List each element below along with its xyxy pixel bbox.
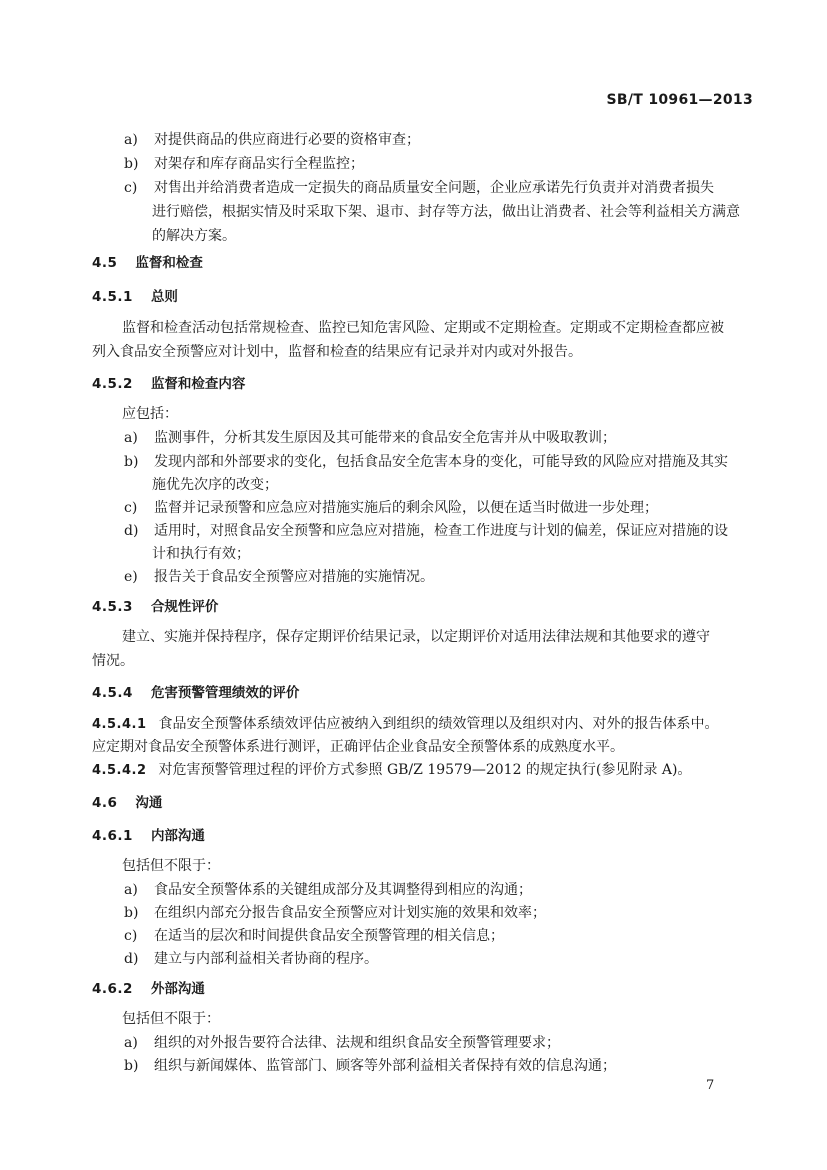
- list-item: a) 组织的对外报告要符合法律、法规和组织食品安全预警管理要求；: [124, 1035, 560, 1051]
- paragraph-line: 列入食品安全预警应对计划中，监督和检查的结果应有记录并对内或对外报告。: [92, 344, 582, 360]
- page-number: 7: [706, 1078, 715, 1093]
- list-item: e) 报告关于食品安全预警应对措施的实施情况。: [124, 569, 434, 585]
- list-item: c) 在适当的层次和时间提供食品安全预警管理的相关信息；: [124, 928, 504, 944]
- subsection-heading: 4.5.1 总则: [92, 289, 178, 305]
- list-item-continuation: 的解决方案。: [152, 228, 236, 244]
- list-item: c) 对售出并给消费者造成一定损失的商品质量安全问题，企业应承诺先行负责并对消费者损失: [124, 180, 714, 196]
- paragraph-line: 情况。: [92, 653, 134, 669]
- list-item-continuation: 计和执行有效；: [152, 546, 250, 562]
- list-item: d) 建立与内部利益相关者协商的程序。: [124, 951, 378, 967]
- paragraph-line: 包括但不限于：: [122, 1011, 220, 1027]
- subsection-heading: 4.5.3 合规性评价: [92, 599, 219, 615]
- subsection-heading: 4.6.1 内部沟通: [92, 828, 205, 844]
- list-item: a) 食品安全预警体系的关键组成部分及其调整得到相应的沟通；: [124, 882, 532, 898]
- paragraph-line: 应包括：: [122, 406, 178, 422]
- list-item-continuation: 施优先次序的改变；: [152, 477, 278, 493]
- paragraph-line: 4.5.4.2 对危害预警管理过程的评价方式参照 GB/Z 19579—2012 的规定执行(参见附录 A)。: [92, 762, 692, 778]
- standard-code: SB/T 10961—2013: [606, 92, 753, 108]
- list-item-continuation: 进行赔偿，根据实情及时采取下架、退市、封存等方法，做出让消费者、社会等利益相关方满意: [152, 204, 740, 220]
- list-item: b) 发现内部和外部要求的变化，包括食品安全危害本身的变化，可能导致的风险应对措施及其实: [124, 454, 728, 470]
- paragraph-line: 应定期对食品安全预警体系进行测评，正确评估企业食品安全预警体系的成熟度水平。: [92, 739, 624, 755]
- subsection-heading: 4.5.2 监督和检查内容: [92, 376, 246, 392]
- subsection-heading: 4.5.4 危害预警管理绩效的评价: [92, 685, 300, 701]
- section-heading: 4.6 沟通: [92, 795, 163, 811]
- list-item: b) 在组织内部充分报告食品安全预警应对计划实施的效果和效率；: [124, 905, 546, 921]
- list-item: b) 对架存和库存商品实行全程监控；: [124, 156, 364, 172]
- list-item: a) 对提供商品的供应商进行必要的资格审查；: [124, 132, 420, 148]
- paragraph-line: 4.5.4.1 食品安全预警体系绩效评估应被纳入到组织的绩效管理以及组织对内、对外的报告体系中。: [92, 716, 719, 732]
- list-item: c) 监督并记录预警和应急应对措施实施后的剩余风险，以便在适当时做进一步处理；: [124, 500, 658, 516]
- list-item: d) 适用时，对照食品安全预警和应急应对措施，检查工作进度与计划的偏差，保证应对措施的设: [124, 523, 728, 539]
- subsection-heading: 4.6.2 外部沟通: [92, 981, 205, 997]
- paragraph-line: 建立、实施并保持程序，保存定期评价结果记录，以定期评价对适用法律法规和其他要求的遵守: [122, 629, 710, 645]
- paragraph-line: 包括但不限于：: [122, 858, 220, 874]
- list-item: b) 组织与新闻媒体、监管部门、顾客等外部利益相关者保持有效的信息沟通；: [124, 1058, 616, 1074]
- paragraph-line: 监督和检查活动包括常规检查、监控已知危害风险、定期或不定期检查。定期或不定期检查都应被: [122, 320, 724, 336]
- section-heading: 4.5 监督和检查: [92, 255, 203, 271]
- list-item: a) 监测事件，分析其发生原因及其可能带来的食品安全危害并从中吸取教训；: [124, 430, 616, 446]
